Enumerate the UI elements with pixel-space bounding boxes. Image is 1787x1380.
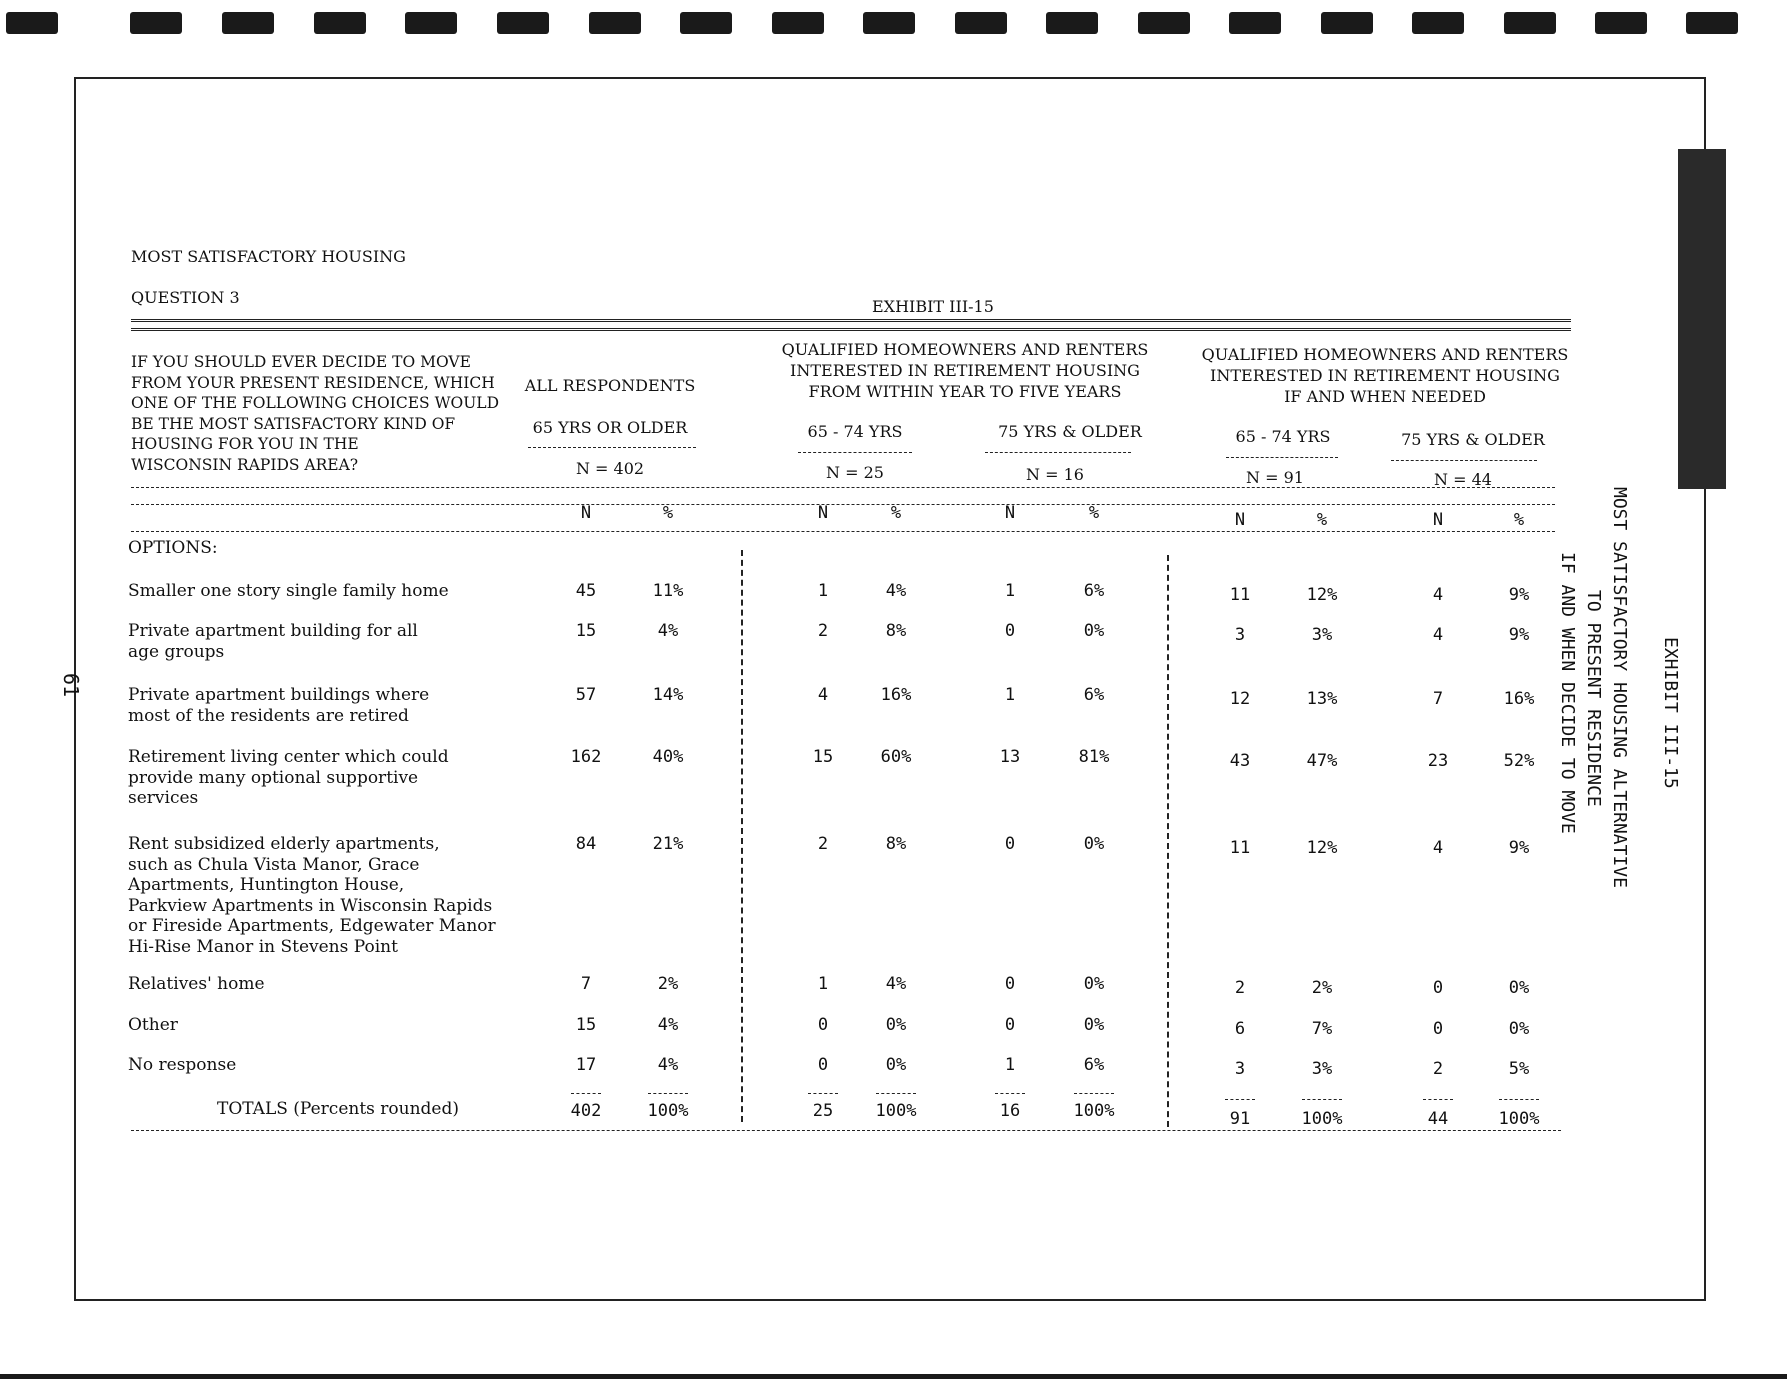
cell-percent: 16% [1503, 689, 1535, 709]
cell-count: 162 [570, 747, 602, 767]
cell-percent: 0% [1508, 978, 1530, 998]
cell-count: 0 [1432, 978, 1444, 998]
col-header-n: N [1004, 503, 1016, 523]
total-underline [648, 1093, 688, 1094]
cell-percent: 0% [1083, 621, 1105, 641]
binder-hole [1504, 12, 1556, 34]
cell-count: 7 [580, 974, 592, 994]
cell-percent: 8% [885, 621, 907, 641]
exhibit-title: EXHIBIT III-15 [872, 297, 994, 316]
header-rule [131, 531, 1555, 532]
totals-label: TOTALS (Percents rounded) [217, 1099, 460, 1119]
cell-count: 13 [999, 747, 1021, 767]
cell-count: 2 [817, 834, 829, 854]
binder-hole [6, 12, 58, 34]
cell-percent: 7% [1311, 1019, 1333, 1039]
cell-percent: 3% [1311, 625, 1333, 645]
cell-percent: 12% [1306, 585, 1338, 605]
double-rule [131, 328, 1571, 331]
cell-percent: 6% [1083, 581, 1105, 601]
when-needed-n-b: N = 44 [1434, 470, 1492, 489]
cell-count: 3 [1234, 625, 1246, 645]
binder-hole [1229, 12, 1281, 34]
total-underline [1074, 1093, 1114, 1094]
cell-percent: 11% [652, 581, 684, 601]
five-years-age-b: 75 YRS & OLDER [998, 422, 1142, 441]
when-needed-age-b: 75 YRS & OLDER [1401, 430, 1545, 449]
cell-percent: 4% [885, 974, 907, 994]
cell-count: 7 [1432, 689, 1444, 709]
total-underline [1225, 1099, 1255, 1100]
cell-percent: 9% [1508, 625, 1530, 645]
total-count: 16 [999, 1101, 1021, 1121]
cell-count: 1 [1004, 1055, 1016, 1075]
cell-count: 2 [1432, 1059, 1444, 1079]
total-percent: 100% [647, 1101, 689, 1121]
cell-count: 1 [1004, 685, 1016, 705]
cell-percent: 0% [1508, 1019, 1530, 1039]
total-count: 44 [1427, 1109, 1449, 1129]
total-underline [995, 1093, 1025, 1094]
column-separator [1167, 555, 1169, 1127]
cell-count: 0 [1004, 1015, 1016, 1035]
cell-count: 1 [817, 974, 829, 994]
cell-percent: 40% [652, 747, 684, 767]
cell-count: 23 [1427, 751, 1449, 771]
row-label: No response [128, 1055, 237, 1075]
cell-percent: 3% [1311, 1059, 1333, 1079]
underline [1226, 457, 1338, 458]
when-needed-title-3: IF AND WHEN NEEDED [1284, 387, 1486, 406]
cell-count: 6 [1234, 1019, 1246, 1039]
binder-hole [1595, 12, 1647, 34]
cell-percent: 52% [1503, 751, 1535, 771]
col-header-n: N [1234, 510, 1246, 530]
cell-count: 15 [575, 1015, 597, 1035]
cell-count: 4 [1432, 838, 1444, 858]
page-title: MOST SATISFACTORY HOUSING [131, 247, 406, 266]
cell-count: 43 [1229, 751, 1251, 771]
cell-count: 0 [1432, 1019, 1444, 1039]
cell-count: 4 [1432, 625, 1444, 645]
row-label: Relatives' home [128, 974, 265, 994]
cell-percent: 4% [885, 581, 907, 601]
five-years-n-b: N = 16 [1026, 465, 1084, 484]
binder-hole [1412, 12, 1464, 34]
total-underline [571, 1093, 601, 1094]
binder-hole [222, 12, 274, 34]
when-needed-age-a: 65 - 74 YRS [1235, 427, 1331, 446]
all-respondents-n: N = 402 [575, 459, 645, 478]
cell-percent: 0% [885, 1015, 907, 1035]
total-underline [1302, 1099, 1342, 1100]
col-header-pct: % [890, 503, 902, 523]
five-years-title-3: FROM WITHIN YEAR TO FIVE YEARS [808, 382, 1122, 401]
side-caption-line2: MOST SATISFACTORY HOUSING ALTERNATIVE [1609, 487, 1630, 888]
row-label: Private apartment buildings where most of the residents are retired [128, 685, 430, 726]
cell-count: 1 [817, 581, 829, 601]
cell-percent: 21% [652, 834, 684, 854]
total-percent: 100% [1301, 1109, 1343, 1129]
cell-percent: 13% [1306, 689, 1338, 709]
underline [985, 452, 1131, 453]
cell-count: 2 [817, 621, 829, 641]
header-rule [131, 487, 1555, 488]
cell-count: 0 [1004, 974, 1016, 994]
cell-percent: 0% [885, 1055, 907, 1075]
cell-percent: 14% [652, 685, 684, 705]
cell-count: 3 [1234, 1059, 1246, 1079]
bottom-edge [0, 1374, 1787, 1379]
cell-percent: 5% [1508, 1059, 1530, 1079]
options-label: OPTIONS: [128, 538, 218, 558]
underline [1391, 460, 1537, 461]
cell-count: 15 [575, 621, 597, 641]
total-underline [808, 1093, 838, 1094]
binder-hole [314, 12, 366, 34]
all-respondents-age: 65 YRS OR OLDER [532, 418, 688, 437]
cell-count: 84 [575, 834, 597, 854]
cell-count: 11 [1229, 585, 1251, 605]
binder-hole [497, 12, 549, 34]
cell-count: 0 [817, 1055, 829, 1075]
survey-question: IF YOU SHOULD EVER DECIDE TO MOVE FROM YOUR PRESENT RESIDENCE, WHICH ONE OF THE FOLLOWING CHOICES WOULD BE THE MOST SATISFACTORY KIND OF HOUSING FOR YOU IN THE WISCONSIN RAPIDS AREA? [131, 353, 500, 474]
when-needed-title-2: INTERESTED IN RETIREMENT HOUSING [1210, 366, 1560, 385]
binder-hole [589, 12, 641, 34]
total-percent: 100% [875, 1101, 917, 1121]
side-caption-line3: TO PRESENT RESIDENCE [1583, 590, 1604, 807]
cell-count: 15 [812, 747, 834, 767]
col-header-pct: % [1088, 503, 1100, 523]
cell-percent: 12% [1306, 838, 1338, 858]
binder-hole [1046, 12, 1098, 34]
row-label: Other [128, 1015, 178, 1035]
cell-count: 0 [1004, 621, 1016, 641]
cell-count: 57 [575, 685, 597, 705]
cell-percent: 4% [657, 621, 679, 641]
cell-count: 0 [817, 1015, 829, 1035]
col-header-n: N [817, 503, 829, 523]
cell-count: 4 [817, 685, 829, 705]
underline [528, 447, 696, 448]
cell-percent: 16% [880, 685, 912, 705]
binder-hole [863, 12, 915, 34]
col-header-n: N [580, 503, 592, 523]
cell-percent: 4% [657, 1055, 679, 1075]
cell-count: 12 [1229, 689, 1251, 709]
underline [798, 452, 912, 453]
binder-hole [130, 12, 182, 34]
binder-hole [1321, 12, 1373, 34]
cell-percent: 2% [657, 974, 679, 994]
cell-percent: 81% [1078, 747, 1110, 767]
total-underline [876, 1093, 916, 1094]
total-percent: 100% [1073, 1101, 1115, 1121]
side-index-tab [1678, 149, 1726, 489]
col-header-n: N [1432, 510, 1444, 530]
cell-percent: 6% [1083, 685, 1105, 705]
cell-percent: 0% [1083, 974, 1105, 994]
cell-count: 0 [1004, 834, 1016, 854]
column-separator [741, 550, 743, 1122]
double-rule [131, 319, 1571, 322]
cell-percent: 4% [657, 1015, 679, 1035]
col-header-pct: % [662, 503, 674, 523]
cell-percent: 0% [1083, 1015, 1105, 1035]
cell-percent: 9% [1508, 585, 1530, 605]
total-count: 25 [812, 1101, 834, 1121]
total-count: 402 [570, 1101, 602, 1121]
five-years-age-a: 65 - 74 YRS [807, 422, 903, 441]
when-needed-title-1: QUALIFIED HOMEOWNERS AND RENTERS [1201, 345, 1569, 364]
cell-count: 1 [1004, 581, 1016, 601]
cell-percent: 60% [880, 747, 912, 767]
row-label: Rent subsidized elderly apartments, such as Chula Vista Manor, Grace Apartments, Huntington House, Parkview Apartments in Wisconsin Rapids or Fireside Apartments, Edgewater Manor Hi-Rise Manor in Stevens Point [128, 834, 496, 957]
cell-percent: 2% [1311, 978, 1333, 998]
five-years-title-2: INTERESTED IN RETIREMENT HOUSING [790, 361, 1140, 380]
total-count: 91 [1229, 1109, 1251, 1129]
cell-percent: 9% [1508, 838, 1530, 858]
five-years-n-a: N = 25 [826, 463, 884, 482]
row-label: Private apartment building for all age groups [128, 621, 418, 662]
row-label: Smaller one story single family home [128, 581, 449, 601]
cell-count: 11 [1229, 838, 1251, 858]
cell-percent: 8% [885, 834, 907, 854]
side-caption-line1: EXHIBIT III-15 [1660, 637, 1681, 789]
cell-count: 17 [575, 1055, 597, 1075]
question-ref: QUESTION 3 [131, 288, 240, 307]
binder-holes [0, 12, 1787, 42]
cell-percent: 47% [1306, 751, 1338, 771]
cell-count: 45 [575, 581, 597, 601]
side-caption-line4: IF AND WHEN DECIDE TO MOVE [1557, 552, 1578, 834]
total-underline [1499, 1099, 1539, 1100]
all-respondents-title: ALL RESPONDENTS [524, 376, 696, 395]
binder-hole [680, 12, 732, 34]
when-needed-n-a: N = 91 [1246, 468, 1304, 487]
cell-count: 2 [1234, 978, 1246, 998]
binder-hole [955, 12, 1007, 34]
cell-percent: 6% [1083, 1055, 1105, 1075]
page-number: 61 [59, 673, 83, 698]
binder-hole [405, 12, 457, 34]
binder-hole [1686, 12, 1738, 34]
binder-hole [1138, 12, 1190, 34]
total-percent: 100% [1498, 1109, 1540, 1129]
col-header-pct: % [1513, 510, 1525, 530]
five-years-title-1: QUALIFIED HOMEOWNERS AND RENTERS [781, 340, 1149, 359]
total-underline [1423, 1099, 1453, 1100]
cell-percent: 0% [1083, 834, 1105, 854]
row-label: Retirement living center which could provide many optional supportive services [128, 747, 449, 808]
cell-count: 4 [1432, 585, 1444, 605]
binder-hole [772, 12, 824, 34]
bottom-rule [131, 1130, 1561, 1131]
col-header-pct: % [1316, 510, 1328, 530]
